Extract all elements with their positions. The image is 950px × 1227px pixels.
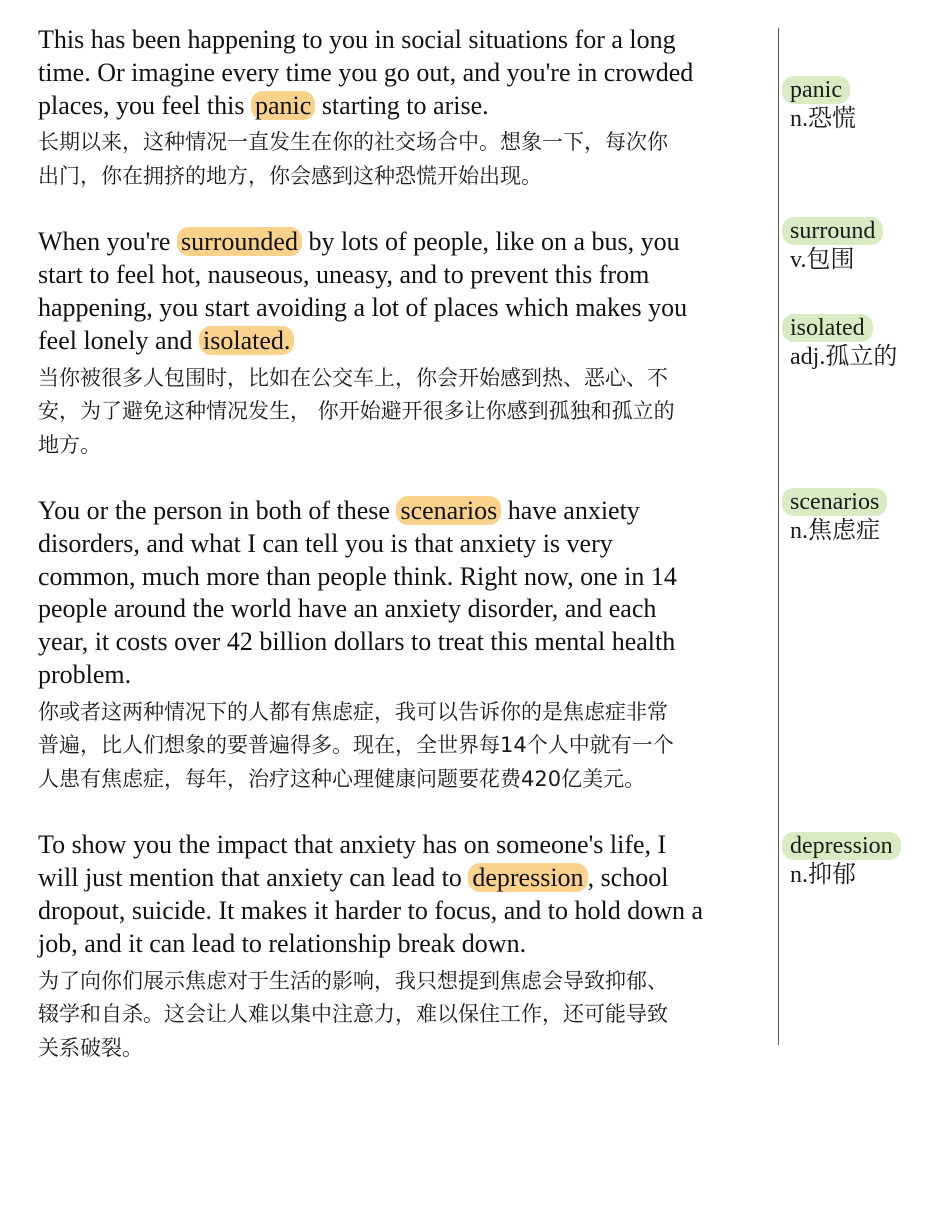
english-text: feel lonely and [38,325,199,355]
english-text: start to feel hot, nauseous, uneasy, and to prevent this from [38,260,650,290]
english-text: , school [587,863,669,893]
chinese-line: 辍学和自杀。这会让人难以集中注意力，难以保住工作，还可能导致 [38,1002,668,1027]
english-text: common, much more than people think. Right now, one in 14 [38,561,677,591]
gloss-entry-scenarios [782,488,887,546]
chinese-line: 关系破裂。 [38,1035,143,1060]
english-line [38,561,773,594]
highlighted-vocab-word: surrounded [177,227,302,256]
english-text: disorders, and what I can tell you is that anxiety is very [38,528,613,558]
english-line [38,24,773,57]
chinese-line: 出门，你在拥挤的地方，你会感到这种恐慌开始出现。 [38,163,542,188]
gloss-entry-depression [782,832,901,890]
english-text: will just mention that anxiety can lead to [38,863,469,893]
gloss-word: surround [782,217,883,245]
english-line [38,292,773,325]
english-line [38,259,773,292]
transcript-paragraph [38,226,773,462]
english-text: have anxiety [501,496,640,526]
english-text: happening, you start avoiding a lot of places which makes you [38,292,688,322]
transcript-column [38,24,773,1065]
english-text: To show you the impact that anxiety has on someone's life, I [38,830,667,860]
chinese-line: 当你被很多人包围时，比如在公交车上，你会开始感到热、恶心、不 [38,365,668,390]
english-text: places, you feel this [38,90,251,120]
english-line [38,57,773,90]
gloss-word: scenarios [782,488,887,516]
gloss-definition: adj.孤立的 [790,344,898,370]
gloss-entry-panic [782,76,856,134]
gloss-entry-isolated [782,314,897,372]
english-text: job, and it can lead to relationship break down. [38,928,527,958]
english-line [38,829,773,862]
column-divider [778,28,779,1045]
chinese-line: 人患有焦虑症，每年，治疗这种心理健康问题要花费420亿美元。 [38,766,646,791]
english-text: people around the world have an anxiety disorder, and each [38,594,657,624]
english-line [38,325,773,358]
gloss-definition: n.焦虑症 [790,518,880,544]
gloss-definition: n.恐慌 [790,106,856,132]
english-line [38,895,773,928]
gloss-definition: v.包围 [790,247,855,273]
english-text: This has been happening to you in social situations for a long [38,25,676,54]
gloss-definition: n.抑郁 [790,862,856,888]
highlighted-vocab-word: panic [251,91,315,120]
english-line [38,593,773,626]
chinese-line: 普遍，比人们想象的要普遍得多。现在，全世界每14个人中就有一个 [38,733,674,758]
english-text: problem. [38,660,132,690]
transcript-paragraph [38,24,773,193]
english-line [38,495,773,528]
transcript-paragraph [38,495,773,796]
english-line [38,528,773,561]
english-line [38,659,773,692]
english-line [38,862,773,895]
gloss-word: panic [782,76,850,104]
english-text: time. Or imagine every time you go out, and you're in crowded [38,57,694,87]
gloss-word: depression [782,832,901,860]
highlighted-vocab-word: scenarios [396,496,501,525]
chinese-translation [38,362,773,463]
english-text: by lots of people, like on a bus, you [301,227,680,257]
chinese-translation [38,696,773,797]
chinese-translation [38,965,773,1066]
chinese-line: 你或者这两种情况下的人都有焦虑症，我可以告诉你的是焦虑症非常 [38,699,668,724]
transcript-paragraph [38,829,773,1065]
english-text: year, it costs over 42 billion dollars to treat this mental health [38,627,676,657]
gloss-word: isolated [782,314,873,342]
english-text: You or the person in both of these [38,496,397,526]
chinese-translation [38,126,773,193]
gloss-entry-surround [782,217,883,275]
english-text: When you're [38,227,177,257]
chinese-line: 地方。 [38,432,101,457]
english-line [38,626,773,659]
english-line [38,226,773,259]
english-line [38,90,773,123]
chinese-line: 安，为了避免这种情况发生， 你开始避开很多让你感到孤独和孤立的 [38,399,675,424]
highlighted-vocab-word: depression [468,863,587,892]
english-text: dropout, suicide. It makes it harder to focus, and to hold down a [38,895,704,925]
english-text: starting to arise. [315,90,489,120]
english-line [38,928,773,961]
chinese-line: 为了向你们展示焦虑对于生活的影响，我只想提到焦虑会导致抑郁、 [38,968,668,993]
highlighted-vocab-word: isolated. [199,326,294,355]
chinese-line: 长期以来，这种情况一直发生在你的社交场合中。想象一下，每次你 [38,130,668,155]
